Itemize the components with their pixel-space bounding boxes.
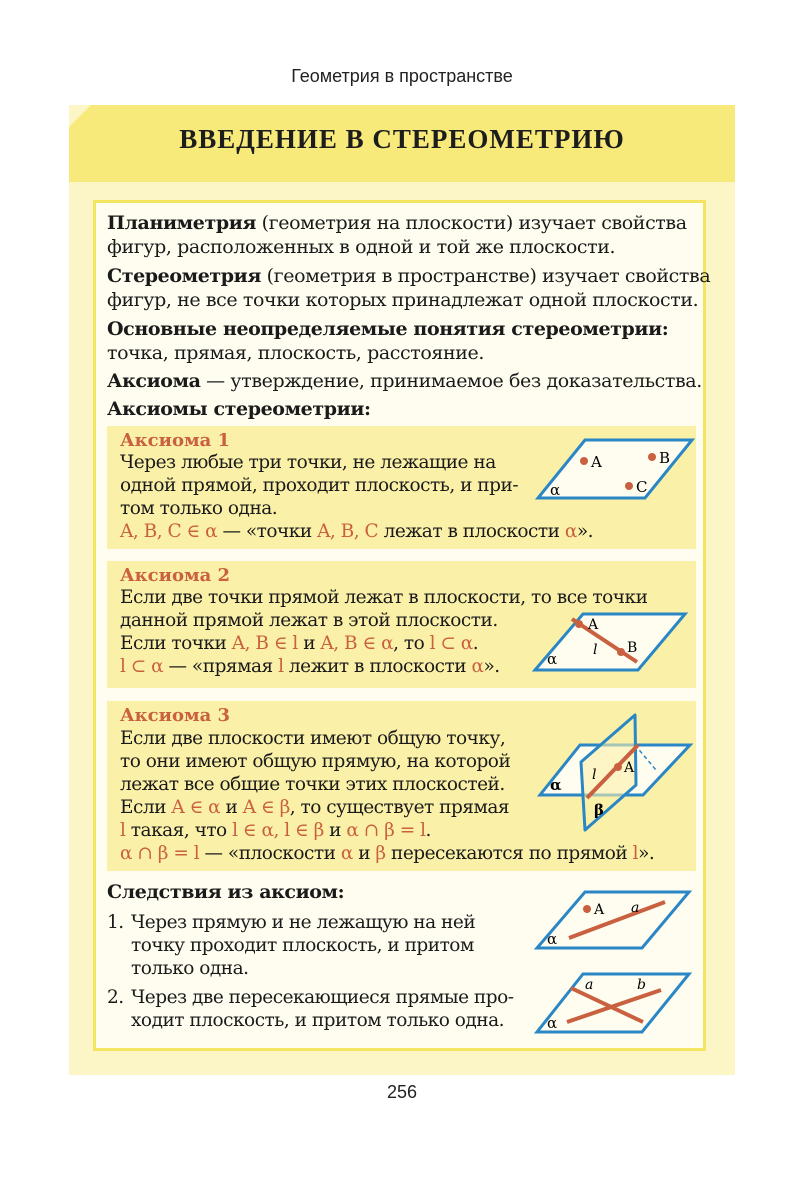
axiom2-symbol1: A, B ∈ l bbox=[231, 633, 298, 654]
axiom1-symbol: A, B, C ∈ α bbox=[120, 521, 218, 542]
planimetry-line1 bbox=[107, 212, 687, 235]
axiom1-note-alpha: α bbox=[564, 521, 577, 542]
plane-alpha-label: α bbox=[547, 1014, 558, 1032]
point-b bbox=[648, 453, 656, 461]
axiom1-line2: одной прямой, проходит плоскость, и при- bbox=[120, 475, 519, 496]
plane-alpha-shape bbox=[537, 974, 689, 1032]
axiom1-note-text2: лежат в плоскости bbox=[378, 521, 565, 542]
plane-alpha-label: α bbox=[550, 776, 562, 794]
point-a-label: A bbox=[588, 617, 599, 633]
axiom3-line4-text: Если bbox=[120, 797, 172, 818]
axiom3-line6-text2: пересекаются по прямой bbox=[385, 843, 633, 864]
axiom2-notation: l ⊂ α bbox=[120, 656, 164, 677]
plane-alpha-label: α bbox=[550, 481, 561, 499]
axiom2-line3-end: . bbox=[472, 633, 479, 654]
point-a-label: A bbox=[591, 453, 602, 471]
axiom2-line3-text: Если точки bbox=[120, 633, 232, 654]
axiom1-title: Аксиома 1 bbox=[120, 430, 231, 451]
page-title: ВВЕДЕНИЕ В СТЕРЕОМЕТРИЮ bbox=[179, 124, 625, 154]
planimetry-line2: фигур, расположенных в одной и той же плоскости. bbox=[107, 236, 616, 258]
axiom-term: Аксиома bbox=[107, 370, 201, 392]
stereometry-line1 bbox=[107, 265, 710, 288]
basic-concepts-heading: Основные неопределяемые понятия стереометрии: bbox=[107, 318, 669, 340]
consequence1-figure bbox=[537, 890, 695, 952]
axiom3-line2: то они имеют общую прямую, на которой bbox=[120, 751, 511, 772]
axiom-definition bbox=[107, 370, 702, 393]
axioms-heading: Аксиомы стереометрии: bbox=[107, 398, 371, 420]
consequence2-line2: ходит плоскость, и притом только одна. bbox=[131, 1010, 505, 1031]
point-b-label: B bbox=[627, 640, 638, 656]
consequences-heading: Следствия из аксиом: bbox=[107, 881, 345, 903]
consequence1-number: 1. bbox=[107, 912, 124, 933]
axiom3-line6-l: l bbox=[632, 843, 639, 864]
axiom2-figure bbox=[535, 612, 695, 674]
axiom1-note-points: A, B, C bbox=[317, 521, 379, 542]
line-b-label: b bbox=[637, 977, 646, 993]
axiom3-notation: α ∩ β = l bbox=[120, 843, 200, 864]
axiom2-line4-end: ». bbox=[483, 656, 500, 677]
axiom2-then: , то bbox=[393, 633, 430, 654]
consequence1-line2: точку проходит плоскость, и притом bbox=[131, 935, 474, 956]
axiom3-line1: Если две плоскости имеют общую точку, bbox=[120, 728, 506, 749]
axiom3-line5-end: . bbox=[425, 820, 431, 841]
point-a bbox=[580, 457, 588, 465]
axiom2-line4-alpha: α bbox=[471, 656, 484, 677]
axiom3-line6-end: ». bbox=[638, 843, 655, 864]
line-l-label: l bbox=[592, 767, 597, 783]
axiom1-line3: том только одна. bbox=[120, 498, 278, 519]
consequence2-figure bbox=[537, 972, 695, 1036]
axiom2-line4-text2: лежит в плоскости bbox=[283, 656, 472, 677]
axiom3-line6-alpha: α bbox=[340, 843, 353, 864]
axiom3-symbol4: α ∩ β = l bbox=[346, 820, 426, 841]
line-a-label: a bbox=[631, 900, 640, 916]
axiom2-line4-text: — «прямая bbox=[163, 656, 279, 677]
point-c bbox=[625, 482, 633, 490]
consequence2-number: 2. bbox=[107, 987, 124, 1008]
planimetry-text: (геометрия на плоскости) изучает свойства bbox=[256, 212, 687, 234]
axiom1-line1: Через любые три точки, не лежащие на bbox=[120, 452, 496, 473]
consequence1-line3: только одна. bbox=[131, 958, 249, 979]
axiom2-line3 bbox=[120, 633, 478, 656]
axiom3-title: Аксиома 3 bbox=[120, 705, 231, 726]
point-a-label: A bbox=[594, 902, 605, 918]
point-b bbox=[617, 648, 625, 656]
axiom2-line2: данной прямой лежат в этой плоскости. bbox=[120, 610, 498, 631]
axiom-definition-text: — утверждение, принимаемое без доказательства. bbox=[200, 370, 702, 392]
axiom3-and: и bbox=[220, 797, 243, 818]
axiom2-symbol3: l ⊂ α bbox=[429, 633, 473, 654]
point-c-label: C bbox=[636, 478, 648, 496]
axiom3-line5 bbox=[120, 820, 431, 843]
point-a bbox=[614, 763, 622, 771]
axiom3-symbol2: A ∈ β bbox=[242, 797, 290, 818]
axiom3-line5-text: такая, что bbox=[125, 820, 233, 841]
axiom1-note-end: ». bbox=[576, 521, 594, 542]
axiom1-note-text: — «точки bbox=[217, 521, 318, 542]
plane-alpha-label: α bbox=[547, 650, 558, 668]
basic-concepts-list: точка, прямая, плоскость, расстояние. bbox=[107, 342, 485, 364]
running-head: Геометрия в пространстве bbox=[291, 66, 513, 86]
axiom3-line3: лежат все общие точки этих плоскостей. bbox=[120, 774, 505, 795]
planimetry-term: Планиметрия bbox=[107, 212, 257, 234]
axiom2-line4 bbox=[120, 656, 500, 679]
consequence1-line1: Через прямую и не лежащую на ней bbox=[131, 912, 476, 933]
plane-alpha-label: α bbox=[547, 930, 558, 948]
consequence2-line1: Через две пересекающиеся прямые про- bbox=[131, 987, 514, 1008]
point-a-label: A bbox=[624, 760, 635, 776]
axiom3-line4-rest: , то существует прямая bbox=[289, 797, 510, 818]
axiom2-title: Аксиома 2 bbox=[120, 565, 231, 586]
axiom3-line6 bbox=[120, 843, 654, 866]
axiom3-line4 bbox=[120, 797, 509, 820]
stereometry-line2: фигур, не все точки которых принадлежат одной плоскости. bbox=[107, 289, 699, 311]
stereometry-text: (геометрия в пространстве) изучает свойства bbox=[261, 265, 711, 287]
point-b-label: B bbox=[659, 449, 671, 467]
axiom3-line6-beta: β bbox=[375, 843, 386, 864]
axiom3-line5-l: l bbox=[120, 820, 126, 841]
line-a-label: a bbox=[585, 977, 594, 993]
stereometry-term: Стереометрия bbox=[107, 265, 262, 287]
page-number: 256 bbox=[386, 1082, 418, 1102]
axiom3-line6-and: и bbox=[352, 843, 376, 864]
axiom2-symbol2: A, B ∈ α bbox=[320, 633, 394, 654]
axiom3-symbol3: l ∈ α, l ∈ β bbox=[232, 820, 324, 841]
axiom1-figure bbox=[538, 438, 698, 502]
line-l-label: l bbox=[593, 642, 598, 658]
point-a bbox=[583, 905, 591, 913]
point-a bbox=[575, 620, 583, 628]
axiom3-line5-and: и bbox=[323, 820, 347, 841]
axiom1-notation bbox=[120, 521, 593, 544]
axiom2-line4-l: l bbox=[278, 656, 284, 677]
axiom3-line6-text: — «плоскости bbox=[199, 843, 341, 864]
axiom2-line1: Если две точки прямой лежат в плоскости, то все точки bbox=[120, 587, 648, 608]
plane-beta-label: β bbox=[594, 801, 604, 819]
axiom2-and: и bbox=[297, 633, 321, 654]
axiom3-figure bbox=[540, 712, 695, 832]
axiom3-symbol1: A ∈ α bbox=[171, 797, 221, 818]
